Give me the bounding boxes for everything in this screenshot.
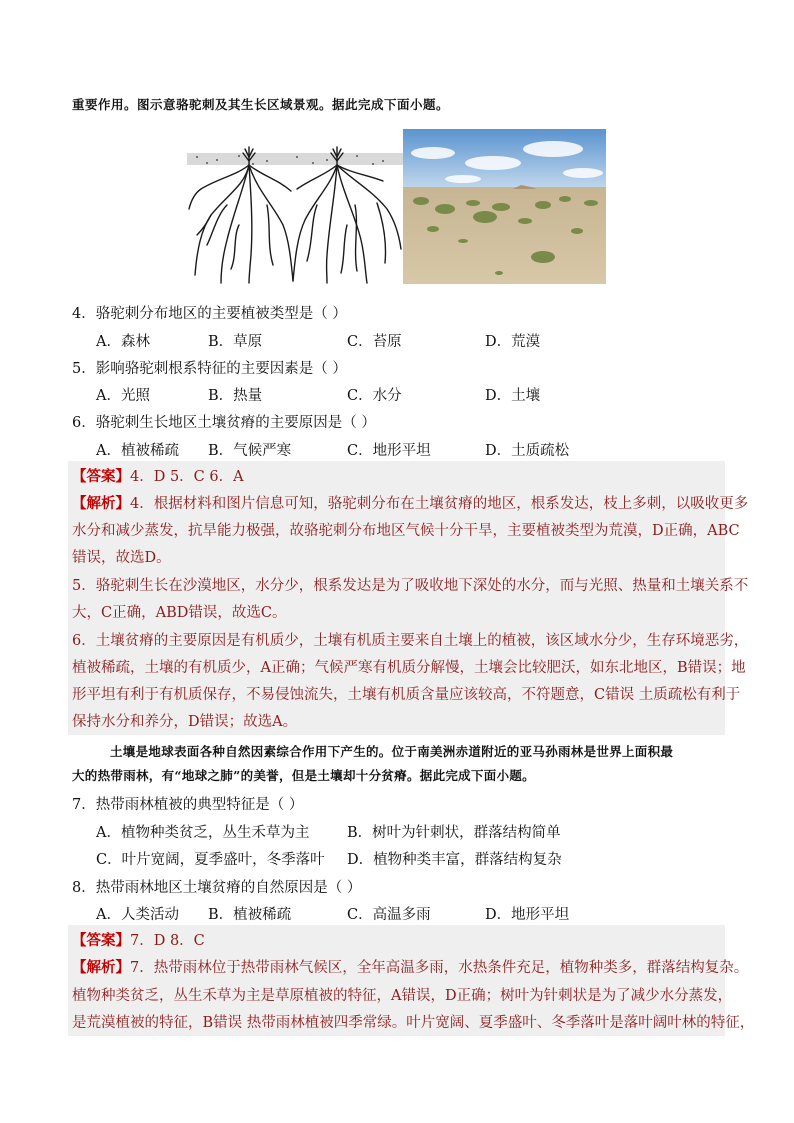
answer-1-line (72, 465, 244, 486)
camelthorn-root-diagram (187, 145, 403, 286)
question-4-stem: 4．骆驼刺分布地区的主要植被类型是（ ） (72, 306, 347, 322)
analysis-1-line-2: 水分和减少蒸发，抗旱能力极强，故骆驼刺分布地区气候十分干旱，主要植被类型为荒漠，D正确，ABC (72, 523, 740, 539)
answer-2-text: 7．D 8．C (130, 933, 205, 949)
analysis-1-line-4: 5．骆驼刺生长在沙漠地区，水分少，根系发达是为了吸收地下深处的水分，而与光照、热量和土壤关系不 (72, 578, 749, 594)
question-5-option-a: A．光照 (96, 388, 150, 404)
analysis-1-line-1 (72, 492, 748, 513)
analysis-2-text: 7．热带雨林位于热带雨林气候区，全年高温多雨，水热条件充足，植物种类多，群落结构复杂。 (130, 960, 749, 976)
question-7-option-c: C．叶片宽阔，夏季盛叶，冬季落叶 (96, 852, 325, 868)
question-7-option-a: A．植物种类贫乏，丛生禾草为主 (96, 825, 310, 841)
passage-2-line-2: 大的热带雨林，有“地球之肺”的美誉，但是土壤却十分贫瘠。据此完成下面小题。 (72, 768, 535, 783)
analysis-1-text: 4．根据材料和图片信息可知，骆驼刺分布在土壤贫瘠的地区，根系发达，枝上多刺，以吸收更多 (130, 496, 749, 512)
analysis-1-tag: 【解析】 (72, 495, 130, 512)
question-5-option-c: C．水分 (347, 388, 402, 404)
question-8-option-a: A．人类活动 (96, 907, 179, 923)
question-6-option-c: C．地形平坦 (347, 443, 431, 459)
question-6-option-a: A．植被稀疏 (96, 443, 179, 459)
desert-landscape-photo (403, 129, 606, 284)
answer-1-text: 4．D 5．C 6．A (130, 469, 244, 485)
answer-1-tag: 【答案】 (72, 468, 130, 485)
analysis-1-line-3: 错误，故选D。 (72, 550, 171, 566)
question-6-option-b: B．气候严寒 (208, 443, 292, 459)
question-4-option-a: A．森林 (96, 334, 150, 350)
passage-2-line-1: 土壤是地球表面各种自然因素综合作用下产生的。位于南美洲赤道附近的亚马孙雨林是世界上面积最 (110, 744, 674, 759)
analysis-1-line-8: 形平坦有利于有机质保存，不易侵蚀流失，土壤有机质含量应该较高，不符题意，C错误 土质疏松有利于 (72, 687, 741, 703)
analysis-1-line-5: 大，C正确，ABD错误，故选C。 (72, 605, 287, 621)
question-5-option-b: B．热量 (208, 388, 263, 404)
answer-2-tag: 【答案】 (72, 932, 130, 949)
analysis-1-line-9: 保持水分和养分，D错误；故选A。 (72, 714, 298, 730)
question-8-stem: 8．热带雨林地区土壤贫瘠的自然原因是（ ） (72, 880, 362, 896)
question-6-option-d: D．土质疏松 (485, 443, 570, 459)
question-5-stem: 5．影响骆驼刺根系特征的主要因素是（ ） (72, 361, 347, 377)
question-6-stem: 6．骆驼刺生长地区土壤贫瘠的主要原因是（ ） (72, 415, 376, 431)
question-8-option-c: C．高温多雨 (347, 907, 431, 923)
question-7-option-b: B．树叶为针刺状，群落结构简单 (347, 825, 561, 841)
question-8-option-b: B．植被稀疏 (208, 907, 292, 923)
analysis-1-line-7: 植被稀疏，土壤的有机质少，A正确；气候严寒有机质分解慢，土壤会比较肥沃，如东北地区，B错误；地 (72, 660, 746, 676)
analysis-2-line-2: 植物种类贫乏，丛生禾草为主是草原植被的特征，A错误，D正确；树叶为针刺状是为了减少水分蒸发， (72, 988, 733, 1004)
question-7-option-d: D．植物种类丰富，群落结构复杂 (347, 852, 562, 868)
question-5-option-d: D．土壤 (485, 388, 541, 404)
answer-2-line (72, 929, 205, 950)
intro-text: 重要作用。图示意骆驼刺及其生长区域景观。据此完成下面小题。 (72, 97, 450, 112)
question-4-option-c: C．苔原 (347, 334, 402, 350)
question-4-option-b: B．草原 (208, 334, 263, 350)
analysis-1-line-6: 6．土壤贫瘠的主要原因是有机质少，土壤有机质主要来自土壤上的植被，该区域水分少，生存环境恶劣， (72, 633, 749, 649)
analysis-2-tag: 【解析】 (72, 959, 130, 976)
question-4-option-d: D．荒漠 (485, 334, 541, 350)
question-7-stem: 7．热带雨林植被的典型特征是（ ） (72, 797, 304, 813)
analysis-2-line-1 (72, 956, 748, 977)
question-8-option-d: D．地形平坦 (485, 907, 570, 923)
analysis-2-line-3: 是荒漠植被的特征，B错误 热带雨林植被四季常绿。叶片宽阔、夏季盛叶、冬季落叶是落叶阔叶林的特征， (72, 1015, 755, 1031)
